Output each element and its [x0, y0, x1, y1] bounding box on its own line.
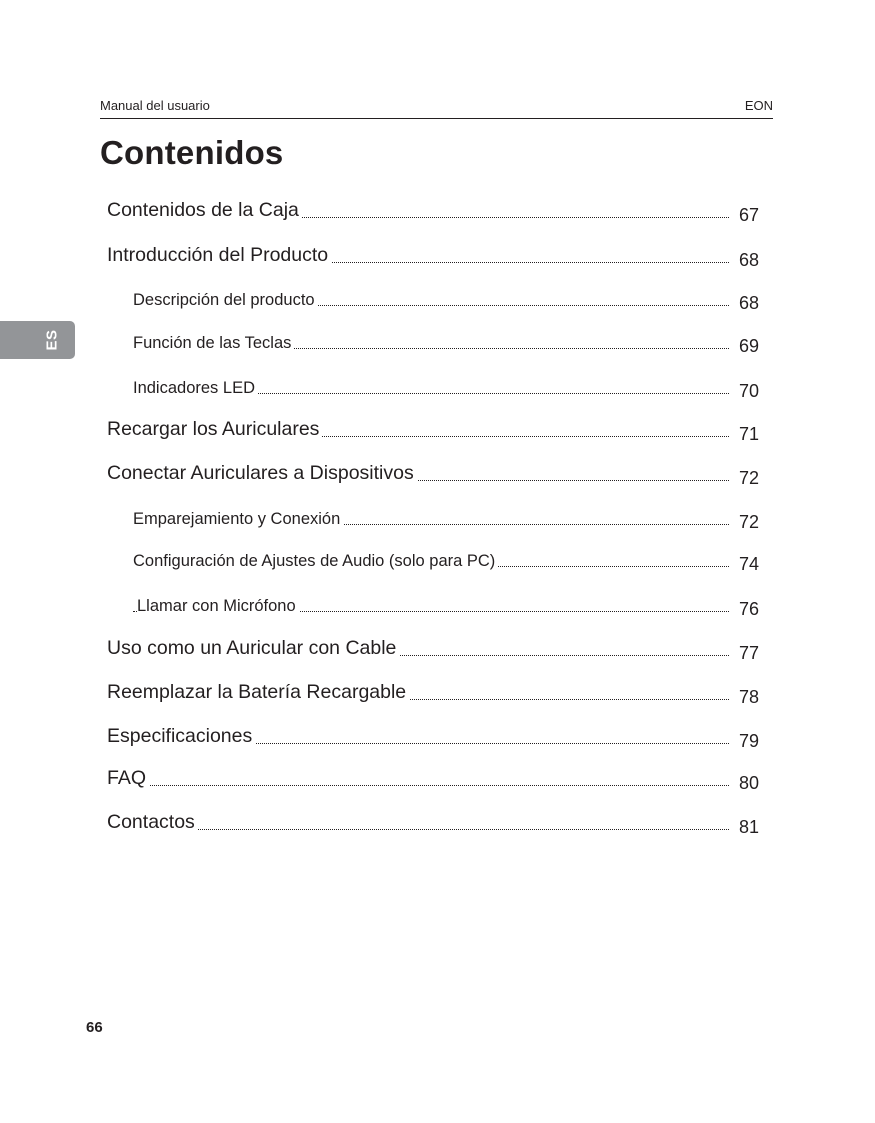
toc-entry-label: Descripción del producto: [133, 291, 318, 310]
toc-entry-faq[interactable]: [107, 766, 759, 794]
toc-entry-label: Uso como un Auricular con Cable: [107, 637, 399, 660]
toc-entry-indicadores-led[interactable]: [107, 374, 759, 402]
toc-entry-contenidos-caja[interactable]: [107, 198, 759, 226]
toc-leader: [107, 785, 729, 786]
header-product-name: EON: [744, 98, 773, 113]
toc-entry-page: 72: [738, 468, 759, 488]
toc-entry-page: 77: [738, 643, 759, 663]
toc-entry-label: Contactos: [107, 811, 198, 834]
toc-entry-page: 70: [738, 381, 759, 401]
toc-entry-reemplazar-bateria[interactable]: [107, 680, 759, 708]
toc-entry-page: 76: [738, 599, 759, 619]
toc-entry-label: Recargar los Auriculares: [107, 418, 322, 441]
toc-entry-page: 78: [738, 687, 759, 707]
toc-entry-recargar-auriculares[interactable]: [107, 417, 759, 445]
toc-entry-label: Contenidos de la Caja: [107, 199, 302, 222]
toc-entry-label: Emparejamiento y Conexión: [133, 510, 343, 529]
page-title: Contenidos: [100, 134, 284, 171]
toc-entry-conectar-auriculares[interactable]: [107, 461, 759, 489]
toc-entry-uso-cable[interactable]: [107, 636, 759, 664]
toc-entry-label: Configuración de Ajustes de Audio (solo para PC): [133, 552, 498, 571]
header-manual-label: Manual del usuario: [100, 98, 210, 113]
toc-entry-page: 72: [738, 512, 759, 532]
toc-entry-page: 79: [738, 731, 759, 751]
toc-entry-page: 81: [738, 817, 759, 837]
toc-entry-contactos[interactable]: [107, 810, 759, 838]
language-tab-label: ES: [43, 329, 61, 351]
toc-entry-descripcion-producto[interactable]: [107, 286, 759, 314]
toc-entry-page: 69: [738, 336, 759, 356]
toc-entry-configuracion-audio[interactable]: [107, 547, 759, 575]
toc-entry-label: Introducción del Producto: [107, 244, 331, 267]
toc-entry-label: Llamar con Micrófono: [137, 597, 299, 616]
toc-entry-emparejamiento[interactable]: [107, 505, 759, 533]
toc-entry-especificaciones[interactable]: [107, 724, 759, 752]
toc-entry-funcion-teclas[interactable]: [107, 329, 759, 357]
toc-entry-introduccion-producto[interactable]: [107, 243, 759, 271]
toc-entry-label: Función de las Teclas: [133, 334, 294, 353]
toc-entry-label: Reemplazar la Batería Recargable: [107, 681, 409, 704]
toc-entry-page: 80: [738, 773, 759, 793]
toc-entry-llamar-microfono[interactable]: [107, 592, 759, 620]
toc-entry-page: 71: [738, 424, 759, 444]
toc-entry-page: 74: [738, 554, 759, 574]
page-number: 66: [86, 1019, 103, 1036]
toc-entry-label: FAQ: [107, 767, 149, 790]
toc-entry-page: 68: [738, 250, 759, 270]
toc-entry-page: 68: [738, 293, 759, 313]
toc-entry-page: 67: [738, 205, 759, 225]
toc-entry-label: Indicadores LED: [133, 379, 258, 398]
toc-entry-label: Especificaciones: [107, 725, 255, 748]
toc-leader: [107, 829, 729, 830]
toc-entry-label: Conectar Auriculares a Dispositivos: [107, 462, 417, 485]
